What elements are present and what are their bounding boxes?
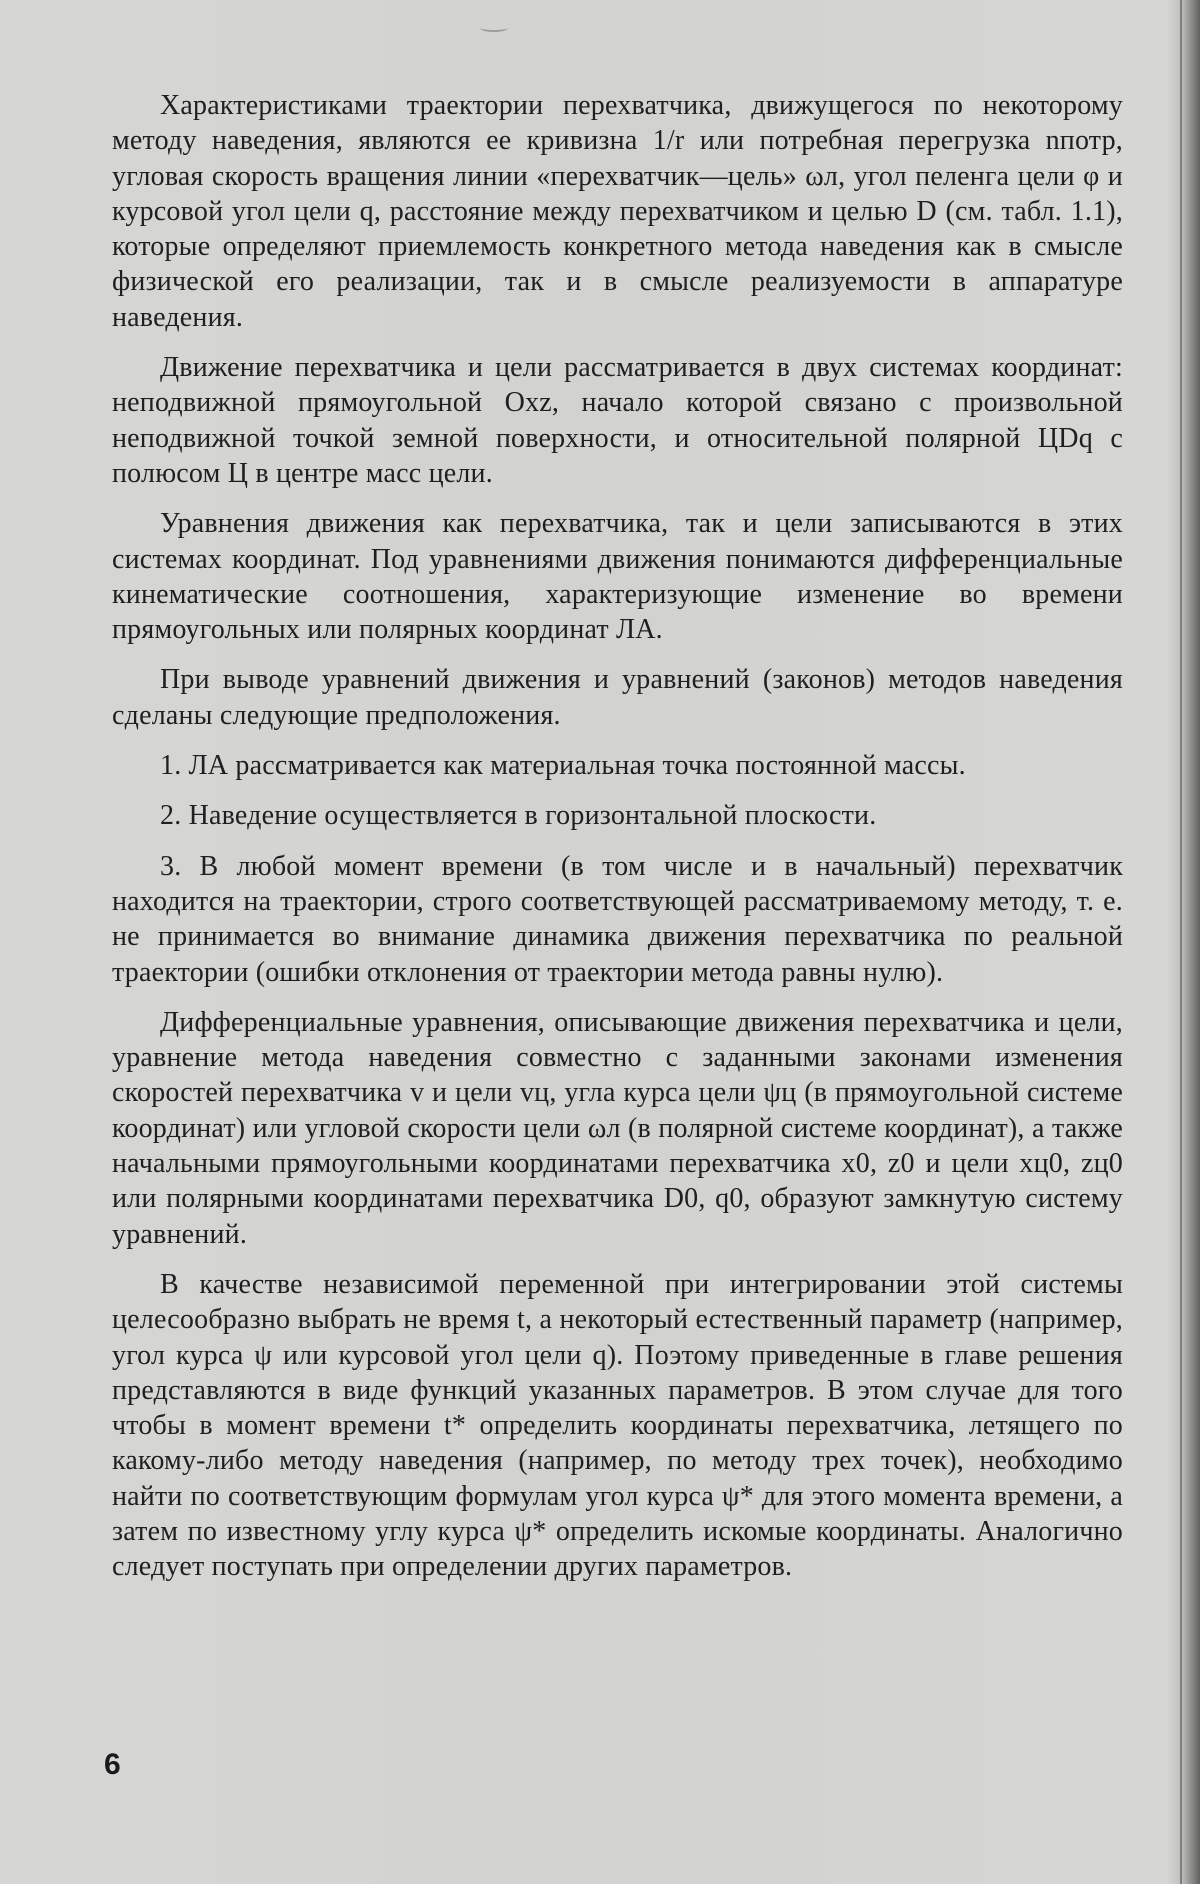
page-number: 6 xyxy=(104,1748,121,1781)
binding-edge-line xyxy=(1180,0,1182,1884)
paragraph-2: Движение перехватчика и цели рассматривается в двух системах координат: неподвижной прямоугольной Oxz, начало которой связано с произвольной неподвижной точкой земной поверхности, и относительной полярной ЦDq с полюсом Ц в центре масс цели. xyxy=(112,352,1123,489)
assumption-3: 3. В любой момент времени (в том числе и в начальный) перехватчик находится на траектории, строго соответствующей рассматриваемому методу, т. е. не принимается во внимание динамика движения перехватчика по реальной траектории (ошибки отклонения от траектории метода равны нулю). xyxy=(112,850,1123,988)
paragraph-4: При выводе уравнений движения и уравнений (законов) методов наведения сделаны следующие предположения. xyxy=(112,664,1123,731)
assumption-2: 2. Наведение осуществляется в горизонтальной плоскости. xyxy=(160,800,877,832)
body-text xyxy=(112,88,1123,1585)
assumption-1: 1. ЛА рассматривается как материальная точка постоянной массы. xyxy=(160,750,966,782)
page-edge-shadow xyxy=(1166,0,1200,1884)
paragraph-1: Характеристиками траектории перехватчика, движущегося по некоторому методу наведения, являются ее кривизна 1/r или потребная перегрузка nпотр, угловая скорость вращения линии «перехватчик—цель» ωл, угол пеленга цели φ и курсовой угол цели q, расстояние между перехватчиком и целью D (см. табл. 1.1), которые определяют приемлемость конкретного метода наведения как в смысле физической его реализации, так и в смысле реализуемости в аппаратуре наведения. xyxy=(112,90,1123,333)
scan-mark xyxy=(480,24,508,32)
paragraph-3: Уравнения движения как перехватчика, так и цели записываются в этих системах координат. Под уравнениями движения понимаются дифференциальные кинематические соотношения, характеризующие изменение во времени прямоугольных или полярных координат ЛА. xyxy=(112,508,1123,646)
paragraph-8: Дифференциальные уравнения, описывающие движения перехватчика и цели, уравнение метода наведения совместно с заданными законами изменения скоростей перехватчика v и цели vц, угла курса цели ψц (в прямоугольной системе координат) или угловой скорости цели ωл (в полярной системе координат), а также начальными прямоугольными координатами перехватчика x0, z0 и цели xц0, zц0 или полярными координатами перехватчика D0, q0, образуют замкнутую систему уравнений. xyxy=(112,1006,1123,1250)
paragraph-9: В качестве независимой переменной при интегрировании этой системы целесообразно выбрать не время t, а некоторый естественный параметр (например, угол курса ψ или курсовой угол цели q). Поэтому приведенные в главе решения представляются в виде функций указанных параметров. В этом случае для того чтобы в момент времени t* определить координаты перехватчика, летящего по какому-либо методу наведения (например, по методу трех точек), необходимо найти по соответствующим формулам угол курса ψ* для этого момента времени, а затем по известному углу курса ψ* определить искомые координаты. Аналогично следует поступать при определении других параметров. xyxy=(112,1268,1123,1583)
